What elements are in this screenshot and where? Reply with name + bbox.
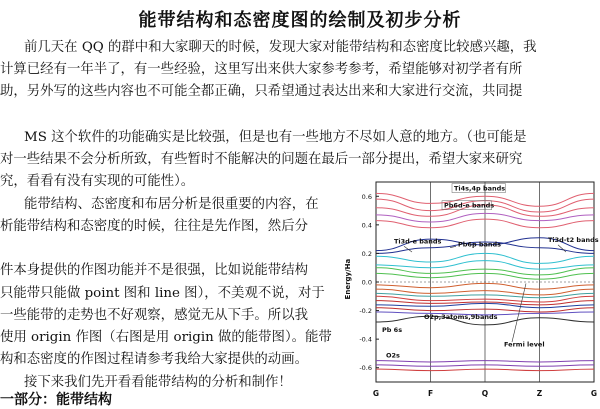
paragraph-line: 对一些结果不会分析所致，有些暂时不能解决的问题在最后一部分提出，希望大家来研究 bbox=[0, 152, 523, 167]
band-annotation: Ti3d-t2 bands bbox=[548, 236, 599, 244]
band-annotation: Fermi level bbox=[504, 340, 545, 349]
paragraph-line: MS 这个软件的功能确实是比较强，但是也有一些地方不尽如人意的地方。（也可能是 bbox=[24, 130, 527, 145]
x-tick-label: Z bbox=[536, 389, 543, 398]
y-tick-label: 0.0 bbox=[361, 278, 372, 287]
paragraph-line: 析能带结构和态密度的时候，往往是先作图，然后分 bbox=[0, 219, 308, 234]
plot-area bbox=[376, 182, 594, 382]
band-annotation: Pb6d-e bands bbox=[444, 201, 495, 210]
y-tick-label: 0.4 bbox=[361, 221, 372, 230]
paragraph-line: 件本身提供的作图功能并不是很强，比如说能带结构 bbox=[0, 263, 308, 278]
section-heading: 一部分：能带结构 bbox=[0, 392, 112, 408]
paragraph-line: 前几天在 QQ 的群中和大家聊天的时候，发现大家对能带结构和态密度比较感兴趣，我 bbox=[24, 40, 537, 55]
band-structure-chart bbox=[334, 176, 600, 402]
paragraph-line: 究，看看有没有实现的可能性）。 bbox=[0, 174, 195, 189]
band-annotation: O2p,3atoms,9bands bbox=[424, 313, 498, 322]
y-tick-label: -0.2 bbox=[359, 307, 372, 316]
paragraph-line: 只能带只能做 point 图和 line 图），不美观不说，对于 bbox=[0, 286, 325, 301]
annotation-arrow bbox=[512, 283, 526, 342]
paragraph-line: 助，另外写的这些内容也不可能全都正确，只希望通过表达出来和大家进行交流，共同提 bbox=[0, 84, 523, 99]
y-tick-label: -0.6 bbox=[359, 364, 372, 373]
paragraph-line: 能带结构、态密度和布居分析是很重要的内容，在 bbox=[24, 197, 319, 212]
x-tick-label: G bbox=[372, 389, 380, 398]
x-tick-label: F bbox=[427, 389, 434, 398]
band-annotation: Pb6p bands bbox=[458, 240, 502, 249]
y-tick-label: -0.4 bbox=[359, 335, 372, 344]
x-tick-label: G bbox=[590, 389, 598, 398]
paragraph-line: 构和态密度的作图过程请参考我给大家提供的动画。 bbox=[0, 352, 308, 367]
band-annotation: Ti3d-e bands bbox=[394, 237, 442, 246]
annotation-arrow bbox=[558, 245, 566, 252]
band-annotation: O2s bbox=[386, 351, 400, 360]
y-tick-label: 0.2 bbox=[361, 249, 372, 258]
y-axis-label: Energy/Ha bbox=[344, 258, 352, 300]
band-annotation: Pb 6s bbox=[382, 326, 403, 334]
page-title: 能带结构和态密度图的绘制及初步分析 bbox=[138, 10, 462, 31]
x-tick-label: Q bbox=[481, 389, 489, 398]
paragraph-line: 计算已经有一年半了，有一些经验，这里写出来供大家参考参考，希望能够对初学者有所 bbox=[0, 62, 523, 77]
y-tick-label: 0.6 bbox=[361, 192, 372, 201]
paragraph-line: 使用 origin 作图（右图是用 origin 做的能带图）。能带 bbox=[0, 330, 332, 345]
paragraph-line: 接下来我们先开看看能带结构的分析和制作！ bbox=[24, 375, 292, 390]
paragraph-line: 一些能带的走势也不好观察，感觉无从下手。所以我 bbox=[0, 308, 308, 323]
band-annotation: Ti4s,4p bands bbox=[454, 184, 506, 193]
